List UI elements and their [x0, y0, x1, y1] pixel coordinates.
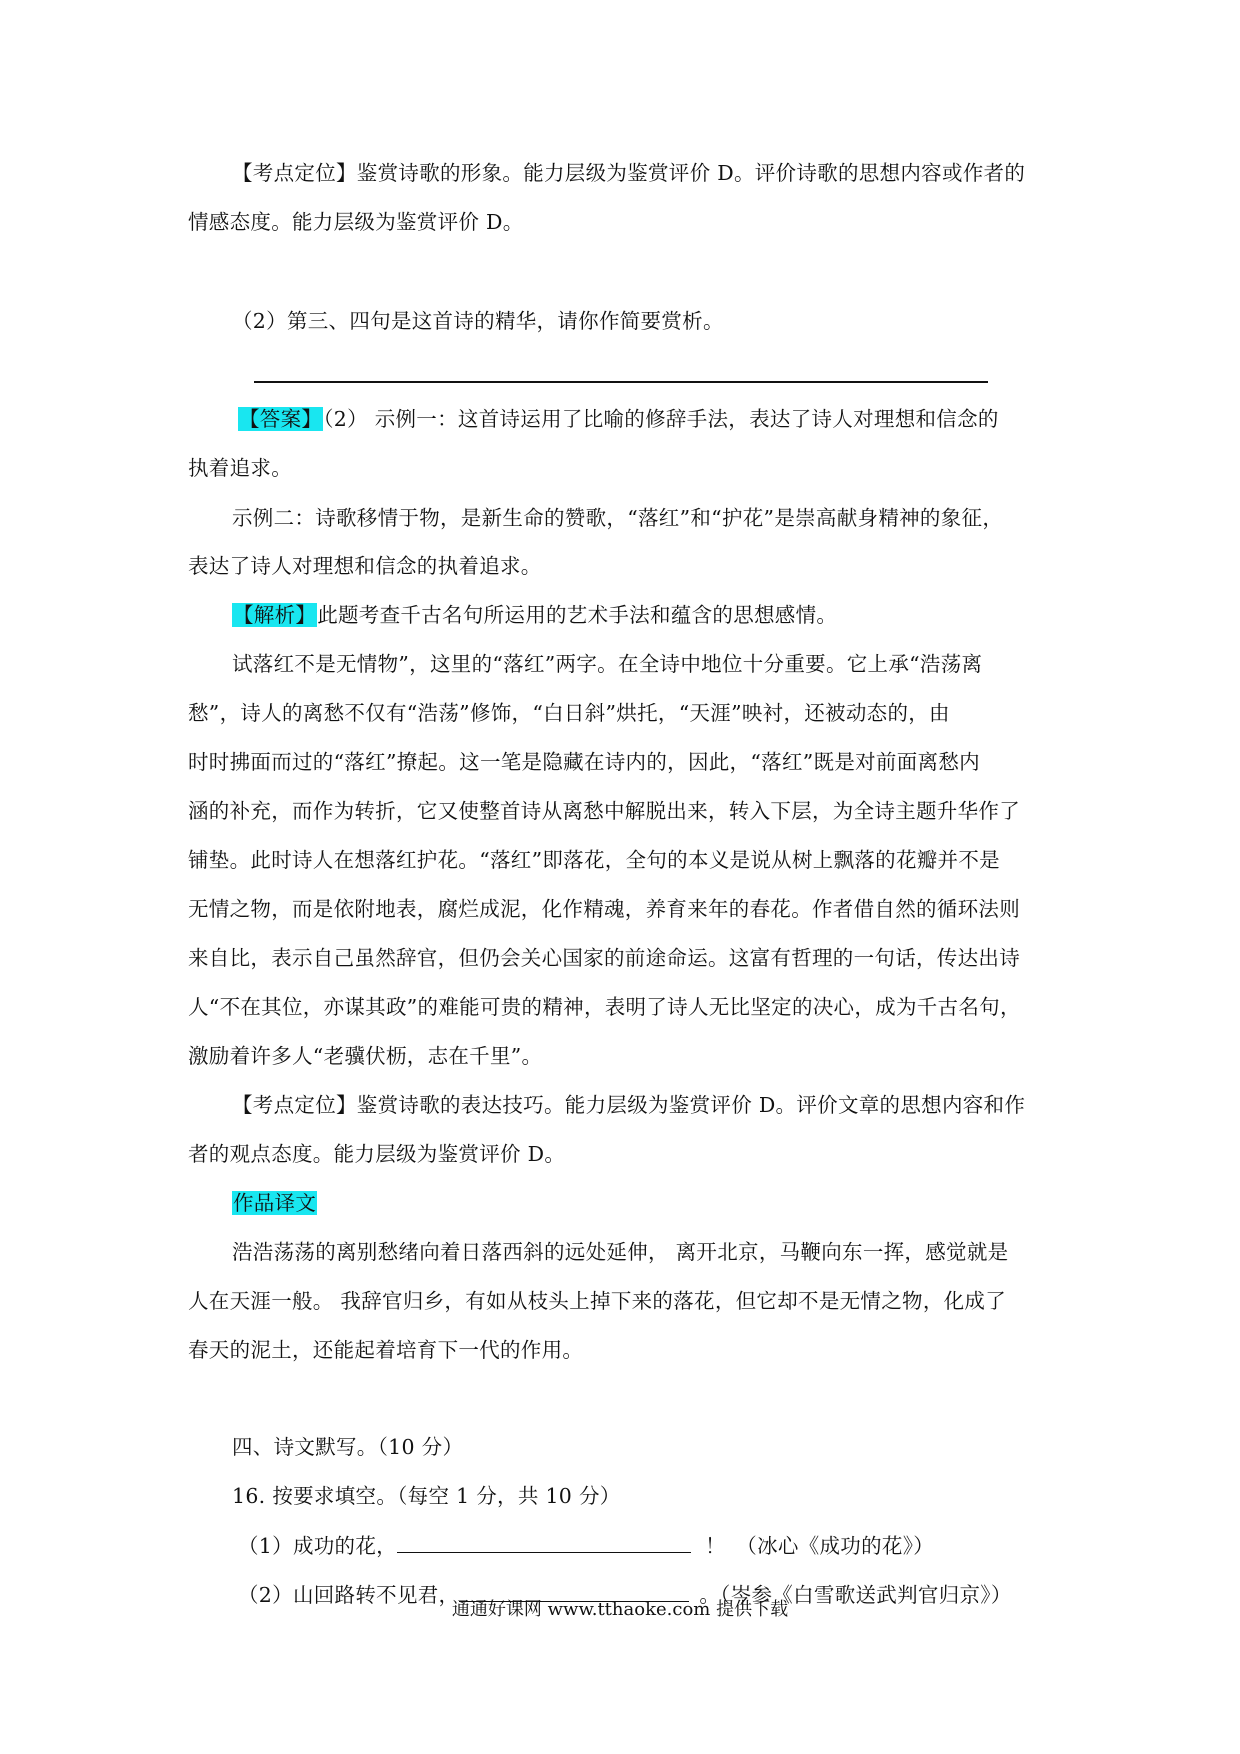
answer-line-2: 执着追求。 — [188, 456, 292, 480]
fill-item-2-prompt: （2）山回路转不见君， — [238, 1583, 460, 1607]
question-16: 16. 按要求填空。（每空 1 分，共 10 分） — [232, 1484, 621, 1508]
key-point-line-2: 情感态度。能力层级为鉴赏评价 D。 — [188, 210, 524, 234]
analysis-body-line: 铺垫。此时诗人在想落红护花。“落红”即落花，全句的本义是说从树上飘落的花瓣并不是 — [188, 848, 1000, 872]
fill-item-1-prompt: （1）成功的花， — [238, 1534, 397, 1558]
translation-line-1: 浩浩荡荡的离别愁绪向着日落西斜的远处延伸， 离开北京，马鞭向东一挥，感觉就是 — [232, 1240, 1009, 1264]
analysis-body-line: 愁”，诗人的离愁不仅有“浩荡”修饰，“白日斜”烘托，“天涯”映衬，还被动态的，由 — [188, 701, 950, 725]
key-point-2-line-2: 者的观点态度。能力层级为鉴赏评价 D。 — [188, 1142, 566, 1166]
analysis-body-line: 涵的补充，而作为转折，它又使整首诗从离愁中解脱出来，转入下层，为全诗主题升华作了 — [188, 799, 1020, 823]
key-point-2-line-1: 【考点定位】鉴赏诗歌的表达技巧。能力层级为鉴赏评价 D。评价文章的思想内容和作 — [232, 1093, 1026, 1117]
answer-line-1 — [238, 404, 999, 434]
fill-item-1-source: ！ （冰心《成功的花》） — [704, 1534, 935, 1558]
analysis-body-line: 时时拂面而过的“落红”撩起。这一笔是隐藏在诗内的，因此，“落红”既是对前面离愁内 — [188, 750, 980, 774]
analysis-line-1 — [232, 600, 837, 630]
answer-line-4: 表达了诗人对理想和信念的执着追求。 — [188, 554, 542, 578]
analysis-body-line: 来自比，表示自己虽然辞官，但仍会关心国家的前途命运。这富有哲理的一句话，传达出诗 — [188, 946, 1020, 970]
fill-blank-1[interactable] — [397, 1530, 691, 1553]
answer-tag: 【答案】 — [239, 407, 323, 431]
translation-heading — [232, 1188, 317, 1218]
question-2: （2）第三、四句是这首诗的精华，请你作简要赏析。 — [232, 309, 724, 333]
translation-line-2: 人在天涯一般。 我辞官归乡，有如从枝头上掉下来的落花，但它却不是无情之物，化成了 — [188, 1289, 1007, 1313]
fill-item-1 — [238, 1530, 934, 1561]
section-4-title: 四、诗文默写。（10 分） — [232, 1435, 464, 1459]
answer-line-3: 示例二：诗歌移情于物，是新生命的赞歌，“落红”和“护花”是崇高献身精神的象征， — [232, 506, 1004, 530]
analysis-intro: 此题考查千古名句所运用的艺术手法和蕴含的思想感情。 — [317, 603, 838, 627]
analysis-body-line: 人“不在其位，亦谋其政”的难能可贵的精神，表明了诗人无比坚定的决心，成为千古名句， — [188, 995, 1021, 1019]
answer-text-1: （2） 示例一：这首诗运用了比喻的修辞手法，表达了诗人对理想和信念的 — [323, 407, 999, 431]
page-footer: 通通好课网 www.tthaoke.com 提供下载 — [451, 1599, 789, 1620]
analysis-tag: 【解析】 — [233, 603, 317, 627]
answer-blank-line — [254, 381, 988, 383]
analysis-body-line: 无情之物，而是依附地表，腐烂成泥，化作精魂，养育来年的春花。作者借自然的循环法则 — [188, 897, 1020, 921]
fill-item-2-source: 。（岑参《白雪歌送武判官归京》） — [699, 1583, 1012, 1607]
analysis-body-line: 激励着许多人“老骥伏枥，志在千里”。 — [188, 1044, 543, 1068]
key-point-line-1: 【考点定位】鉴赏诗歌的形象。能力层级为鉴赏评价 D。评价诗歌的思想内容或作者的 — [232, 161, 1026, 185]
translation-line-3: 春天的泥土，还能起着培育下一代的作用。 — [188, 1338, 584, 1362]
translation-tag: 作品译文 — [233, 1191, 317, 1215]
analysis-body-line: 试落红不是无情物”，这里的“落红”两字。在全诗中地位十分重要。它上承“浩荡离 — [232, 652, 983, 676]
